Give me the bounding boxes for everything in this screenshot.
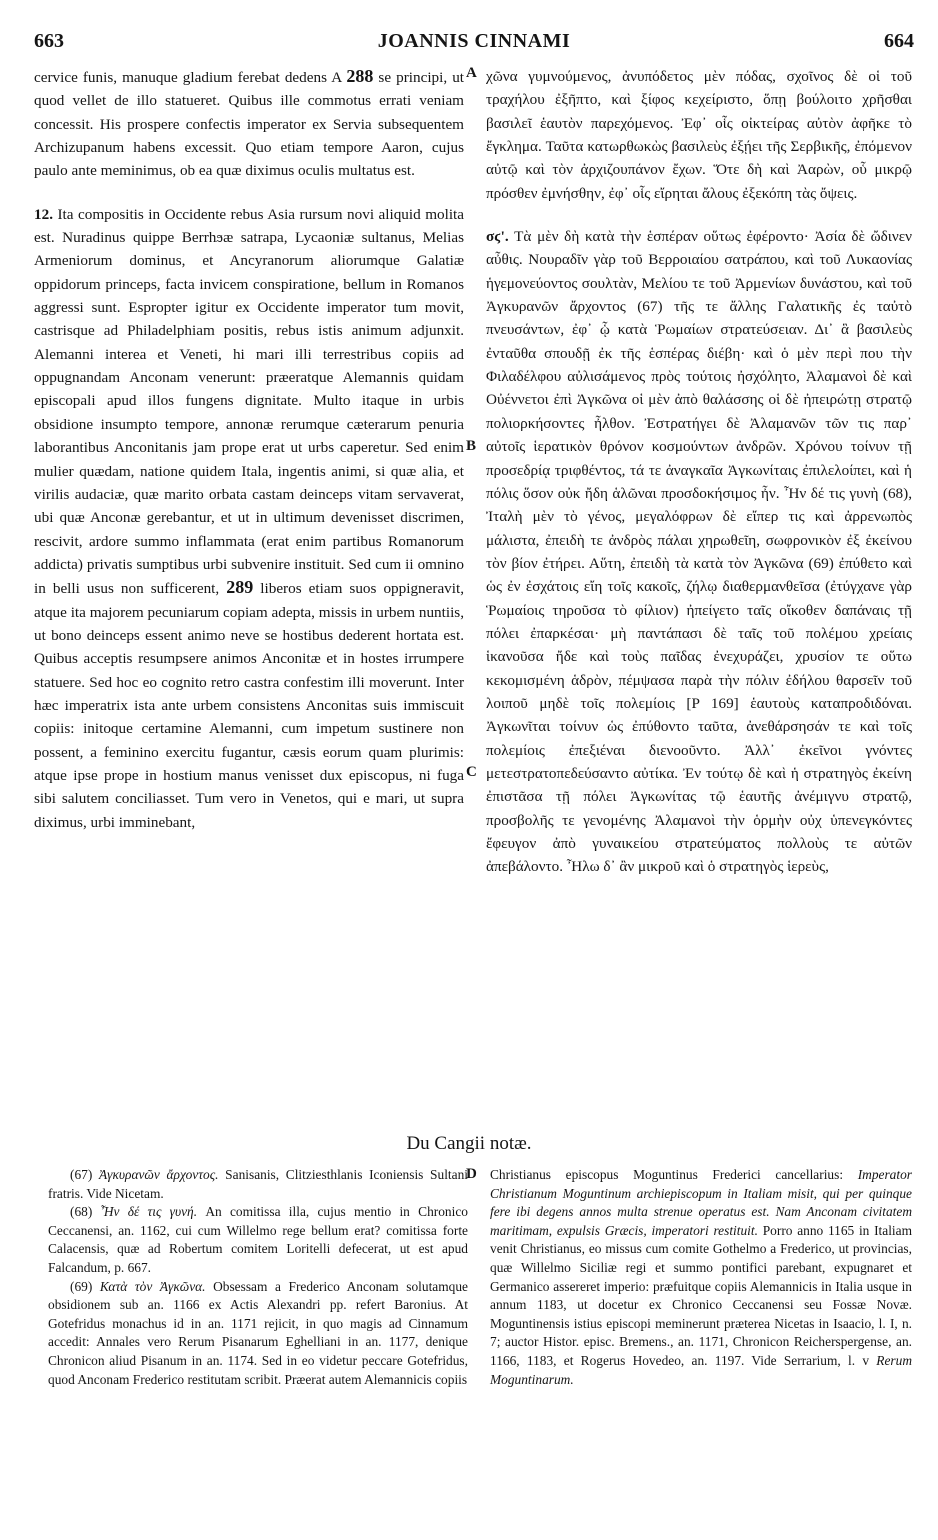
note-text: Sanisanis, Clitziesthlanis Iconiensis Sultani fratris. Vide Nicetam. <box>48 1167 468 1201</box>
section-number: σϛ'. <box>486 228 509 246</box>
latin-text: liberos etiam suos oppigneravit, atque ita majorem pecuniarum copiam adepta, missis in urbem nuntiis, ut bono deinceps essent animo neve se hostibus dederent hortata est. Quibus acceptis resumpsere animos Anconitæ et in hostes irrumpere statuere. Sed hoc eo cognito retro castra confestim illi moverunt. Inter hæc imperatrix ista ante urbem consistens Anconitas suis immiscuit copiis: initoque certamine Alemanni, cum impetum sustinere non possent, a feminino exercitu fugantur, cæsis eorum quam plurimis: atque ipse prope in hostium manus venisset dux episcopus, ni fuga sibi salutem conciliasset. Tum vero in Venetos, qui e mari, ut supra diximus, urbi imminebant, <box>34 580 465 831</box>
running-title: JOANNIS CINNAMI <box>377 30 571 52</box>
note-title-citation: Rerum Moguntinarum. <box>490 1352 912 1387</box>
note-text: Obsessam a Frederico Anconam solutamque obsidionem sub an. 1166 ex Actis Alexandri pp. refert Baronius. At Gotefridus monachus id in an. 1171 rejicit, in quo magis ad Cinnamum accedit: Annales vero Rerum Pisanarum Eghelliani in an. 1177, denique Chronicon aliud Pisanum in an. 1174. Sed in eo videtur peccare Gotefridus, quod Anconam Frederico restitutam scribit. Præerat autem Alemannicis copiis <box>48 1278 468 1387</box>
note-69 <box>48 1278 468 1390</box>
page-reference: [P 169] <box>686 694 739 712</box>
latin-text: se principi, ut quod vellet de illo statueret. Quibus ille commotus errati veniam concessit. His prospere confectis imperator ex Servia subsequentem Archizupanum habens excessit. Quo etiam tempore Aaron, cujus paulo ante meminimus, ob ea quæ diximus oculis multatus est. <box>34 69 465 180</box>
section-number: 12. <box>34 205 53 223</box>
note-label: (68) <box>70 1204 93 1220</box>
page-header <box>34 30 914 60</box>
latin-paragraph-2 <box>34 203 464 834</box>
greek-text: Τὰ μὲν δὴ κατὰ τὴν ἑσπέραν οὕτως ἐφέροντο· Ἀσία δὲ ὤδινεν αὖθις. Νουραδῖν γὰρ τοῦ Βερροιαίου σατράπου, καὶ τοῦ Λυκαονίας ἡγεμονεύοντος σουλτὰν, Μελίου τε τοῦ Ἀρμενίων δυνάστου, καὶ τοῦ Ἀγκυρανῶν ἄρχοντος (67) τῆς τε ἄλλης Γαλατικῆς ἐς ταὐτὸ πνευσάντων, ἐφ᾽ ᾧ κατὰ Ῥωμαίων στρατεύσειαν. Δι᾽ ἃ βασιλεὺς ἐνταῦθα σπουδῇ ἐκ τῆς ἑσπέρας διέβη· καὶ ὁ μὲν περὶ που τὴν Φιλαδέλφου αὐλισάμενος πρὸς τούτοις ἠσχόλητο, Ἀλαμανοὶ δὲ καὶ Οὐέννετοι ἐπὶ Ἀγκῶνα οἱ μὲν ἀπὸ θαλάσσης οἱ δὲ ἠπειρώτῃ στρατῷ πολιορκήσοντες ἦλθον. Ἐστρατήγει δὲ Ἀλαμανῶν τῶν τις παρ᾽ αὐτοῖς ἱερατικὸν θρόνον κοσμούντων ἀνδρῶν. Χρόνου τοίνυν τῇ προσεδρίᾳ τριφθέντος, τά τε ἀναγκαῖα Ἀγκωνίταις ἐπιλελοίπει, καὶ ἡ πόλις ὅσον οὐκ ἤδη ἁλῶναι προσδοκήσιμος ἦν. Ἦν δέ τις γυνὴ (68), Ἰταλὴ μὲν τὸ γένος, μεγαλόφρων δὲ εἴπερ τις καὶ ἀρρενωπὸς μάλιστα, ἐπειδὴ τε ἀνδρὸς πάλαι χηρωθεῖη, σωφρονικὸν ἐξ ἐκείνου τὸν βίον ἐτήρει. Αὕτη, ἐπειδὴ τὰ κατὰ τὸν Ἀγκῶνα (69) ἐπύθετο καὶ ὡς ἐν ἐσχάτοις εἴη τοῖς κακοῖς, ζήλῳ διαθερμανθεῖσα (ἐτύγχανε γὰρ Ῥωμαίοις τηροῦσα τὸ φίλιον) ἠπείγετο ταῖς οἴκοθεν δαπάναις τῇ πόλει ἐπαρκέσαι· μὴ παντάπασι δὲ ταῖς τοῦ πολέμου χρείαις ἱκανοῦσα ἤδε καὶ τοὺς παῖδας ἐνεχυράζει, χρυσίον τε οὕτω κεκομισμένη ἁδρὸν, πέμψασα παρὰ τὴν πόλιν ἐδήλου θαρσεῖν τοῦ λοιποῦ μηδὲ τοῖς πολεμίοις <box>486 228 912 712</box>
note-68 <box>48 1203 468 1277</box>
notes-right-column <box>490 1166 912 1389</box>
greek-text: ἑαυτοὺς καταπροδιδόναι. Ἀγκωνῖται τοίνυν ὡς ἐπύθοντο ταῦτα, ἀνεθάρσησάν τε καὶ τοῖς πολεμίοις ἐπεξιέναι διενοοῦντο. Ἀλλ᾽ ἐκεῖνοι γνόντες μετεστρατοπεδεύσαντο αὐτίκα. Ἐν τούτῳ δὲ καὶ ἡ στρατηγὸς ἐκείνη ἐπιστᾶσα τῇ πόλει Ἀγκωνίτας τῷ ἑαυτῆς ἀνέμιγνυ στρατῷ, προσβολῆς τε γενομένης Ἀλαμανοὶ τὴν ὁρμὴν οὐχ ὑπενεγκόντες ἔφευγον ἀπὸ γυναικείου στρατεύματος πολλοὺς τε αὐτῶν ἀπεβάλοντο. Ἦλω δ᾽ ἂν μικροῦ καὶ ὁ στρατηγὸς ἱερεὺς, <box>486 694 913 876</box>
page-break-marker: 289 <box>226 577 254 598</box>
note-label: (69) <box>70 1278 93 1294</box>
page-number-left: 663 <box>34 30 64 52</box>
latin-column <box>34 65 464 834</box>
note-69-continued <box>490 1166 912 1389</box>
margin-letter-d: D <box>466 1166 477 1182</box>
greek-paragraph-1: χῶνα γυμνούμενος, ἀνυπόδετος μὲν πόδας, σχοῖνος δὲ οἱ τοῦ τραχήλου ἐξῆπτο, καὶ ξίφος κεχείριστο, ὅπῃ βούλοιτο χρῆσθαι βασιλεῖ ἑαυτὸν παρεχόμενος. Ἐφ᾽ οἷς οἰκτείρας αὐτὸν ἀφῆκε τὸ ἔγκλημα. Ταῦτα κατωρθωκὼς βασιλεὺς ἐξῄει τῆς Σερβικῆς, ἐπόμενον αὐτῷ καὶ τὸν ἀρχιζουπάνον ἔχων. Ὅτε δὴ καὶ Ἀαρὼν, οὗ μικρῷ πρόσθεν ἐμνήσθην, ἐφ᾽ οἷς εἴρηται ἄλους ἐξεκόπη τὰς ὄψεις. <box>486 68 912 202</box>
note-lemma: Ἀγκυρανῶν ἄρχοντος. <box>99 1167 219 1182</box>
note-text: Christianus episcopus Moguntinus Frederici cancellarius: <box>490 1167 844 1182</box>
page-break-marker: 288 <box>346 66 374 86</box>
note-lemma: Ἦν δέ τις γυνή. <box>100 1204 198 1220</box>
greek-column <box>486 65 912 879</box>
latin-text: cervice funis, manuque gladium ferebat dedens A <box>34 69 342 86</box>
note-67 <box>48 1166 468 1203</box>
latin-text: Ita compositis in Occidente rebus Asia rursum novi aliquid molita est. Nuradinus quippe Berrhϧæ satrapa, Lycaoniæ sultanus, Melias Armeniorum dominus, et Ancyranorum aliorumque Galatiæ oppidorum princeps, facta invicem conspiratione, bellum in Romanos aggressi sunt. Espropter igitur ex Occidente imperator tum movit, castrisque ad Philadelphiam positis, rebus istis animum adjunxit. Alemanni interea et Veneti, hi mari illi terrestribus copiis ad oppugnandam Anconam venerunt: præeratque Alemannis quidam episcopali apud illos fungens dignitate. Multo itaque in urbis obsidione insumpto tempore, annonæ rerumque cæterarum penuria laborantibus Anconitanis jam prope erat ut urbs caperetur. Sed enim mulier quædam, natione quidem Itala, ingentis animi, si quæ alia, et virilis audaciæ, quæ marito orbata castam deinceps vitam servaverat, ubi quæ Anconæ gerebantur, et ut in ultimum devenisset discrimen, rescivit, ardore summo inflammata (erat enim partibus Romanorum addicta) privatis sumptibus urbi subvenire instituit. Sed cum ii omnino in belli usus non sufficerent, <box>34 205 465 598</box>
note-text: Porro anno 1165 in Italiam venit Christianus, eo missus cum comite Gothelmo a Frederico, ut provincias, quæ Willelmo Siciliæ regi et summo pontifici parebant, expugnaret et Germanico assereret imperio: præfuitque copiis Alemannicis in Italia usque in annum 1183, ut docetur ex Chronico Ceccanensi seu Fossæ Novæ. Moguntinensis istius episcopi meminerunt præterea Nicetas in Isaacio, l. I, n. 7; auctor Histor. episc. Bremens., an. 1171, Chronicon Reicherspergense, an. 1166, 1183, et Rogerus Hovedeo, an. 1197. Vide Serrarium, l. v <box>490 1222 913 1368</box>
note-text: An comitissa illa, cujus mentio in Chronico Ceccanensi, an. 1162, cui cum Willelmo rege bellum erat? comitissa forte Calacensis, quæ ad Robertum comitem Loritelli defecerat, ut est apud Falcandum, p. 667. <box>48 1204 468 1275</box>
notes-left-column <box>48 1166 468 1389</box>
note-label: (67) <box>70 1167 93 1182</box>
page-number-right: 664 <box>884 30 914 52</box>
note-lemma: Κατὰ τὸν Ἀγκῶνα. <box>99 1278 206 1294</box>
latin-paragraph-1 <box>34 65 464 183</box>
note-quotation: Imperator Christianum Moguntinum archiepiscopum in Italiam misit, qui per quinque fere ibi degens annos multa strenue operatus est. Nam Anconam civitatem maritimam, expulsis Græcis, imperatori restituit. <box>490 1167 912 1238</box>
margin-letter-c: C <box>466 764 477 780</box>
greek-paragraph-2 <box>486 225 912 879</box>
margin-letter-b: B <box>466 438 477 454</box>
margin-letter-a: A <box>466 65 477 81</box>
notes-heading: Du Cangii notæ. <box>406 1133 532 1154</box>
